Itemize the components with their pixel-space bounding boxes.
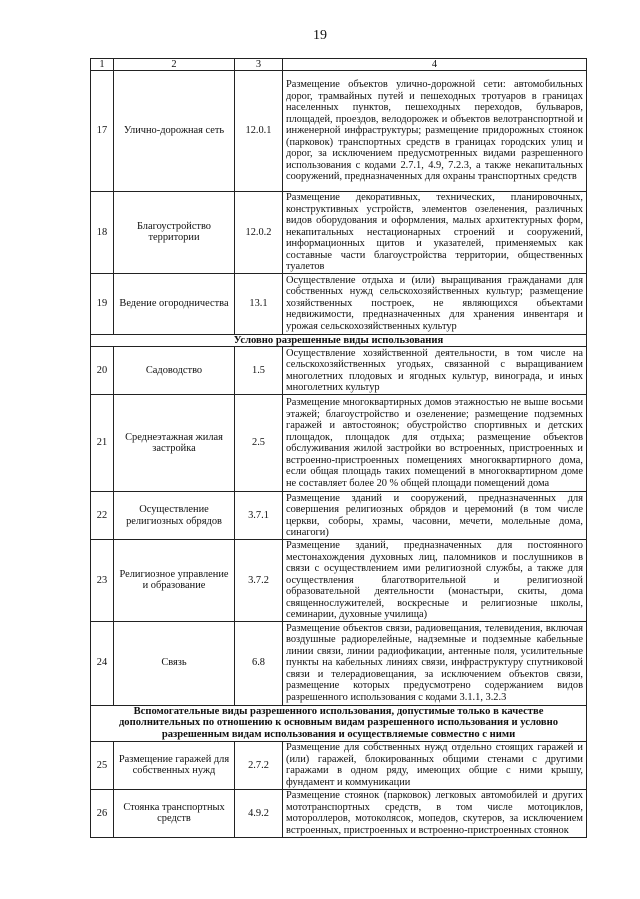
table-row bbox=[91, 789, 587, 837]
use-code: 2.7.2 bbox=[235, 741, 283, 789]
use-name: Размещение гаражей для собственных нужд bbox=[114, 741, 235, 789]
section-header-conditional bbox=[91, 334, 587, 347]
use-name: Садоводство bbox=[114, 347, 235, 395]
table-row bbox=[91, 347, 587, 395]
use-name: Улично-дорожная сеть bbox=[114, 71, 235, 192]
column-number-2: 2 bbox=[114, 59, 235, 71]
table-row bbox=[91, 192, 587, 274]
use-description: Размещение для собственных нужд отдельно стоящих гаражей и (или) гаражей, блокированных общими стенами с другими гаражами в одном ряду, имеющих общие с ними крышу, фундамент и коммуникации bbox=[283, 741, 587, 789]
use-code: 6.8 bbox=[235, 621, 283, 705]
table-row bbox=[91, 273, 587, 334]
row-number: 20 bbox=[91, 347, 114, 395]
column-number-1: 1 bbox=[91, 59, 114, 71]
row-number: 19 bbox=[91, 273, 114, 334]
use-description: Размещение объектов связи, радиовещания, телевидения, включая воздушные радиорелейные, надземные и подземные кабельные линии связи, линии радиофикации, антенные поля, усилительные пункты на кабельных линиях связи, инфраструктуру спутниковой связи и телерадиовещания, за исключением объектов связи, размещение которых предусмотрено содержанием видов разрешенного использования с кодами 3.1.1, 3.2.3 bbox=[283, 621, 587, 705]
use-code: 13.1 bbox=[235, 273, 283, 334]
use-code: 12.0.2 bbox=[235, 192, 283, 274]
use-code: 1.5 bbox=[235, 347, 283, 395]
use-description: Осуществление хозяйственной деятельности, в том числе на сельскохозяйственных угодьях, связанной с выращиванием многолетних плодовых и ягодных культур, винограда, и иных многолетних культур bbox=[283, 347, 587, 395]
row-number: 23 bbox=[91, 540, 114, 622]
use-description: Размещение зданий и сооружений, предназначенных для совершения религиозных обрядов и церемоний (в том числе церкви, соборы, храмы, часовни, мечети, молельные дома, синагоги) bbox=[283, 492, 587, 540]
use-name: Ведение огородничества bbox=[114, 273, 235, 334]
section-title: Вспомогательные виды разрешенного использования, допустимые только в качестве дополнительных по отношению к основным видам разрешенного использования и условно разрешенным видам использования и осуществляемые совместно с ними bbox=[91, 705, 587, 741]
use-description: Размещение зданий, предназначенных для постоянного местонахождения духовных лиц, паломников и послушников в связи с осуществлением ими религиозной службы, а также для осуществления благотворительной и религиозной образовательной деятельности (монастыри, скиты, дома священнослужителей, воскресные и религиозные школы, семинарии, духовные училища) bbox=[283, 540, 587, 622]
column-number-3: 3 bbox=[235, 59, 283, 71]
table-header-row bbox=[91, 59, 587, 71]
use-code: 12.0.1 bbox=[235, 71, 283, 192]
table-row bbox=[91, 741, 587, 789]
use-name: Благоустройство территории bbox=[114, 192, 235, 274]
row-number: 24 bbox=[91, 621, 114, 705]
row-number: 18 bbox=[91, 192, 114, 274]
table-row bbox=[91, 395, 587, 492]
use-name: Среднеэтажная жилая застройка bbox=[114, 395, 235, 492]
use-name: Связь bbox=[114, 621, 235, 705]
row-number: 25 bbox=[91, 741, 114, 789]
use-code: 3.7.1 bbox=[235, 492, 283, 540]
row-number: 21 bbox=[91, 395, 114, 492]
table-row bbox=[91, 621, 587, 705]
row-number: 26 bbox=[91, 789, 114, 837]
row-number: 22 bbox=[91, 492, 114, 540]
table-row bbox=[91, 540, 587, 622]
row-number: 17 bbox=[91, 71, 114, 192]
use-code: 2.5 bbox=[235, 395, 283, 492]
table-row bbox=[91, 71, 587, 192]
table-row bbox=[91, 492, 587, 540]
use-description: Размещение объектов улично-дорожной сети: автомобильных дорог, трамвайных путей и пешеходных тротуаров в границах населенных пунктов, пешеходных переходов, бульваров, площадей, проездов, велодорожек и объектов велотранспортной и инженерной инфраструктуры; размещение придорожных стоянок (парковок) транспортных средств в границах городских улиц и дорог, за исключением предусмотренных видами разрешенного использования с кодами 2.7.1, 4.9, 7.2.3, а также некапитальных сооружений, предназначенных для охраны транспортных средств bbox=[283, 71, 587, 192]
use-description: Размещение стоянок (парковок) легковых автомобилей и других мототранспортных средств, в том числе мотоциклов, мотороллеров, мотоколясок, мопедов, скутеров, за исключением встроенных, пристроенных и встроенно-пристроенных стоянок bbox=[283, 789, 587, 837]
section-header-auxiliary bbox=[91, 705, 587, 741]
use-code: 4.9.2 bbox=[235, 789, 283, 837]
use-description: Осуществление отдыха и (или) выращивания гражданами для собственных нужд сельскохозяйственных культур; размещение хозяйственных построек, не являющихся объектами недвижимости, предназначенных для хранения инвентаря и урожая сельскохозяйственных культур bbox=[283, 273, 587, 334]
page-number: 19 bbox=[313, 28, 327, 43]
column-number-4: 4 bbox=[283, 59, 587, 71]
use-name: Религиозное управление и образование bbox=[114, 540, 235, 622]
section-title: Условно разрешенные виды использования bbox=[91, 334, 587, 347]
use-name: Стоянка транспортных средств bbox=[114, 789, 235, 837]
use-name: Осуществление религиозных обрядов bbox=[114, 492, 235, 540]
use-code: 3.7.2 bbox=[235, 540, 283, 622]
land-use-table bbox=[90, 58, 587, 838]
use-description: Размещение многоквартирных домов этажностью не выше восьми этажей; благоустройство и озеленение; размещение подземных гаражей и автостоянок; обустройство спортивных и детских площадок, площадок для отдыха; размещение объектов обслуживания жилой застройки во встроенных, пристроенных и встроенно-пристроенных помещениях многоквартирного дома, если общая площадь таких помещений в многоквартирном доме не составляет более 20 % общей площади помещений дома bbox=[283, 395, 587, 492]
use-description: Размещение декоративных, технических, планировочных, конструктивных устройств, элементов озеленения, различных видов оборудования и оформления, малых архитектурных форм, некапитальных нестационарных строений и сооружений, информационных щитов и указателей, применяемых как составные части благоустройства территории, общественных туалетов bbox=[283, 192, 587, 274]
